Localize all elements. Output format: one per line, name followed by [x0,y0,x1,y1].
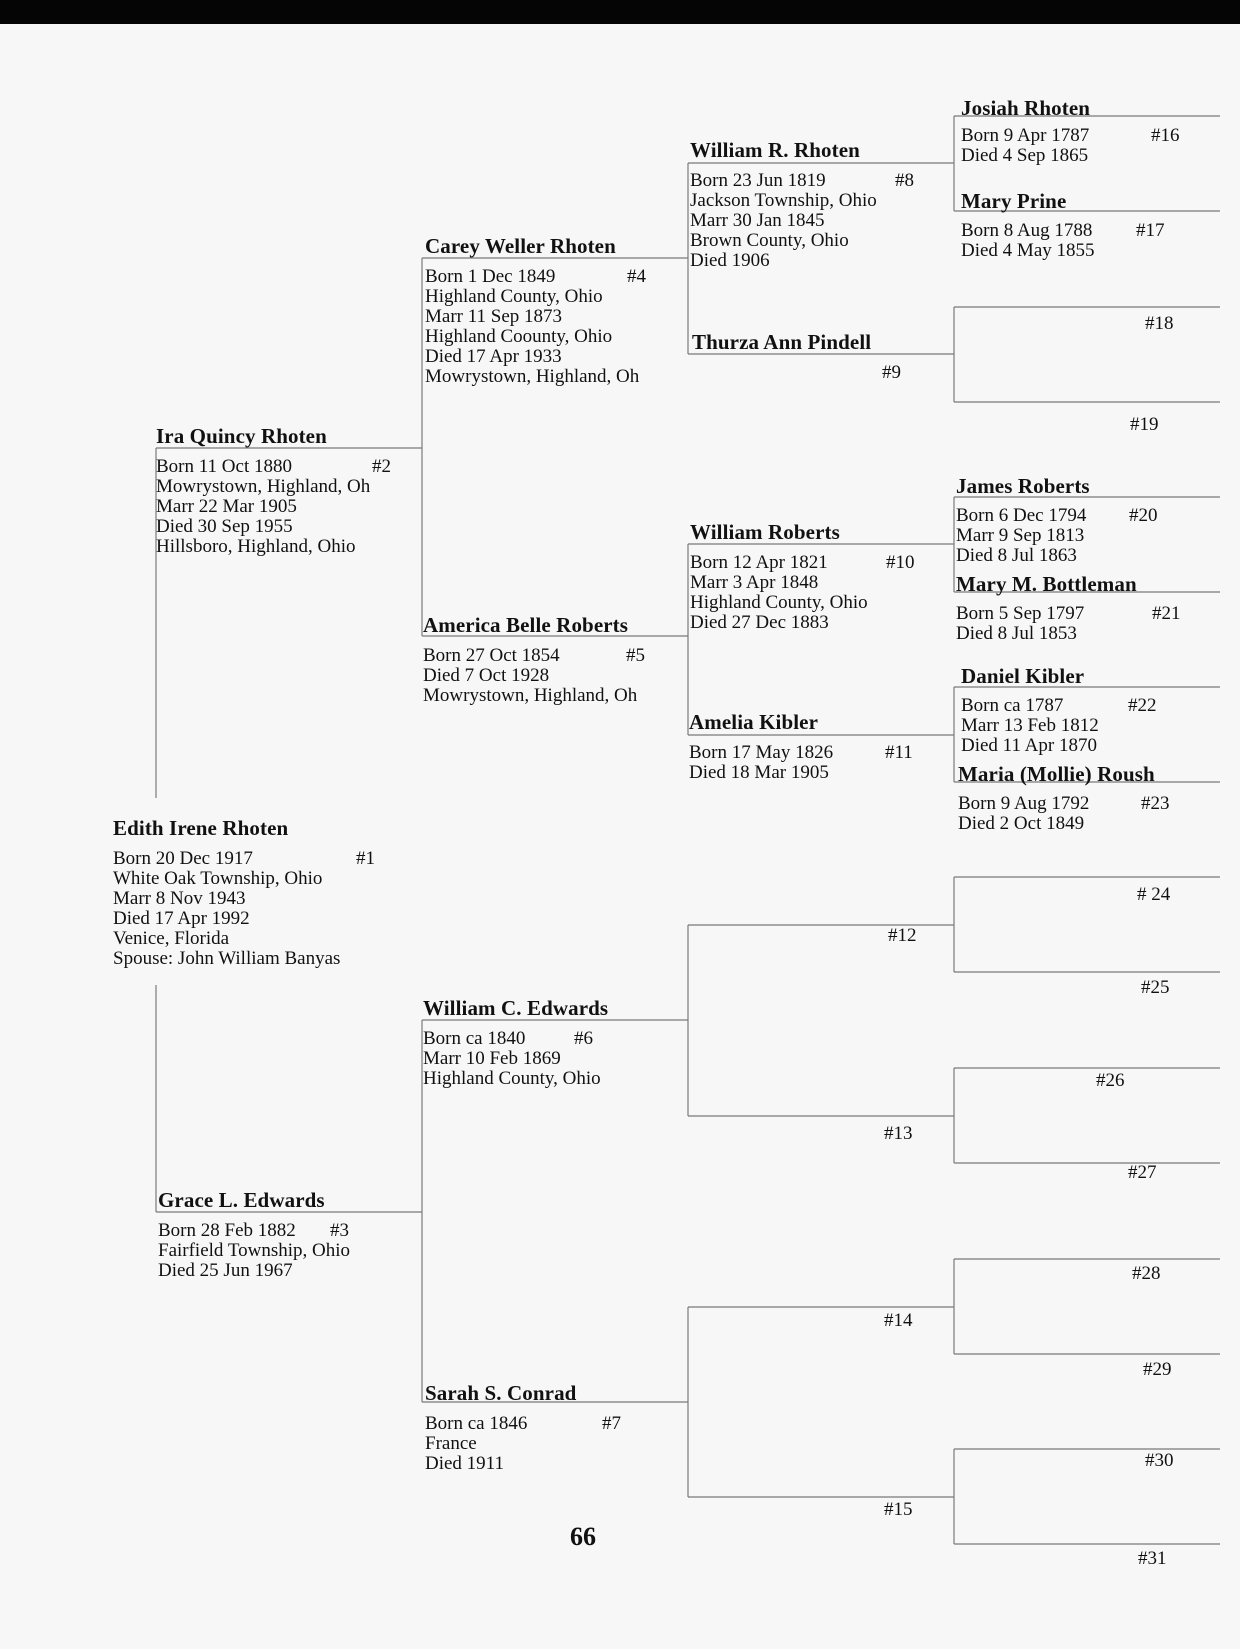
ancestor-number: #23 [1141,793,1170,814]
person-fact: Born 11 Oct 1880 #2 [156,456,391,477]
ancestor-number-26: #26 [1096,1070,1125,1091]
person-name: Edith Irene Rhoten [113,816,289,840]
person-2 [156,424,391,557]
person-fact: Born 17 May 1826 #11 [689,742,913,763]
person-fact: Mowrystown, Highland, Oh [156,476,371,497]
page-number: 66 [570,1522,596,1551]
person-fact: Died 4 Sep 1865 [961,145,1089,166]
ancestor-number-31: #31 [1138,1548,1167,1569]
person-5 [423,613,645,706]
ancestor-number-9: #9 [882,362,901,383]
ancestor-number: #20 [1129,505,1158,526]
person-fact: Born 5 Sep 1797 #21 [956,603,1181,624]
person-8 [690,138,914,271]
person-fact: Mowrystown, Highland, Oh [423,685,638,706]
ancestor-number: #11 [885,742,913,763]
person-fact: Born 12 Apr 1821 #10 [690,552,915,573]
ancestor-number: #2 [372,456,391,477]
ancestor-number-28: #28 [1132,1263,1161,1284]
person-fact: Highland Coounty, Ohio [425,326,613,347]
person-fact: Died 2 Oct 1849 [958,813,1085,834]
person-fact: Marr 22 Mar 1905 [156,496,297,517]
ancestor-number-18: #18 [1145,313,1174,334]
person-fact: Marr 10 Feb 1869 [423,1048,561,1069]
person-fact: Died 8 Jul 1863 [956,545,1077,566]
person-name: William C. Edwards [423,996,609,1020]
person-fact: Born 9 Apr 1787 #16 [961,125,1180,146]
person-17 [961,189,1165,261]
person-16 [961,96,1180,166]
person-fact: Marr 9 Sep 1813 [956,525,1085,546]
person-3 [158,1188,350,1281]
person-name: America Belle Roberts [423,613,629,637]
person-11 [689,710,913,783]
person-fact: Highland County, Ohio [690,592,868,613]
ancestor-number-14: #14 [884,1310,913,1331]
ancestor-number-13: #13 [884,1123,913,1144]
person-fact: Jackson Township, Ohio [690,190,877,211]
person-name: Mary Prine [961,189,1067,213]
person-name: Mary M. Bottleman [956,572,1137,596]
person-fact: Born 6 Dec 1794 #20 [956,505,1158,526]
person-fact: Died 25 Jun 1967 [158,1260,293,1281]
person-22 [961,664,1157,756]
person-name: James Roberts [956,474,1090,498]
person-fact: Mowrystown, Highland, Oh [425,366,640,387]
ancestor-number-27: #27 [1128,1162,1157,1183]
person-name: Ira Quincy Rhoten [156,424,327,448]
person-name: William R. Rhoten [690,138,860,162]
ancestor-number: #17 [1136,220,1165,241]
person-name: Amelia Kibler [689,710,819,734]
person-21 [956,572,1181,644]
person-fact: Died 8 Jul 1853 [956,623,1077,644]
person-name: William Roberts [690,520,840,544]
person-fact: Died 17 Apr 1933 [425,346,562,367]
person-fact: Brown County, Ohio [690,230,849,251]
ancestor-number: #4 [627,266,646,287]
person-fact: Died 17 Apr 1992 [113,908,250,929]
person-name: Carey Weller Rhoten [425,234,616,258]
ancestor-number-24: # 24 [1137,884,1171,905]
person-23 [958,762,1170,834]
ancestor-number: #3 [330,1220,349,1241]
person-name: Daniel Kibler [961,664,1085,688]
ancestor-number: #5 [626,645,645,666]
person-fact: Born 9 Aug 1792 #23 [958,793,1170,814]
person-fact: Marr 13 Feb 1812 [961,715,1099,736]
ancestor-number: #22 [1128,695,1157,716]
person-fact: Born 27 Oct 1854 #5 [423,645,645,666]
ancestor-number-30: #30 [1145,1450,1174,1471]
person-7 [425,1381,621,1474]
person-9 [692,330,871,354]
person-fact: Highland County, Ohio [423,1068,601,1089]
person-name: Josiah Rhoten [961,96,1091,120]
person-fact: Born 23 Jun 1819 #8 [690,170,914,191]
person-fact: Venice, Florida [113,928,230,949]
person-fact: Marr 11 Sep 1873 [425,306,563,327]
person-1 [113,816,375,969]
person-fact: Hillsboro, Highland, Ohio [156,536,356,557]
person-fact: Died 4 May 1855 [961,240,1095,261]
person-fact: France [425,1433,477,1454]
ancestor-number: #10 [886,552,915,573]
ancestor-number-25: #25 [1141,977,1170,998]
person-fact: Born 1 Dec 1849 #4 [425,266,646,287]
ancestor-number-29: #29 [1143,1359,1172,1380]
person-6 [423,996,608,1089]
ancestor-number: #8 [895,170,914,191]
person-fact: Fairfield Township, Ohio [158,1240,351,1261]
ancestor-number: #16 [1151,125,1180,146]
person-fact: Died 11 Apr 1870 [961,735,1097,756]
person-fact: Born 8 Aug 1788 #17 [961,220,1165,241]
person-fact: Died 1911 [425,1453,504,1474]
person-fact: Born 20 Dec 1917 #1 [113,848,375,869]
person-fact: Died 18 Mar 1905 [689,762,829,783]
person-name: Maria (Mollie) Roush [958,762,1155,786]
person-name: Thurza Ann Pindell [692,330,872,354]
person-fact: Born 28 Feb 1882 #3 [158,1220,349,1241]
ancestor-number: #1 [356,848,375,869]
ancestor-number-12: #12 [888,925,917,946]
person-20 [956,474,1158,566]
ancestor-number-15: #15 [884,1499,913,1520]
person-name: Sarah S. Conrad [425,1381,577,1405]
person-fact: Died 1906 [690,250,770,271]
ancestor-number: #7 [602,1413,621,1434]
person-fact: Marr 30 Jan 1845 [690,210,825,231]
person-fact: Marr 8 Nov 1943 [113,888,246,909]
person-fact: Born ca 1787 #22 [961,695,1157,716]
person-fact: Spouse: John William Banyas [113,948,341,969]
person-name: Grace L. Edwards [158,1188,325,1212]
ancestor-number: #6 [574,1028,593,1049]
person-4 [425,234,646,387]
person-10 [690,520,915,633]
person-fact: Died 27 Dec 1883 [690,612,829,633]
person-fact: Born ca 1846 #7 [425,1413,621,1434]
ancestor-number-19: #19 [1130,414,1159,435]
person-fact: Born ca 1840 #6 [423,1028,593,1049]
person-fact: White Oak Township, Ohio [113,868,323,889]
person-fact: Died 30 Sep 1955 [156,516,293,537]
person-fact: Highland County, Ohio [425,286,603,307]
person-fact: Marr 3 Apr 1848 [690,572,819,593]
ancestor-number: #21 [1152,603,1181,624]
person-fact: Died 7 Oct 1928 [423,665,550,686]
